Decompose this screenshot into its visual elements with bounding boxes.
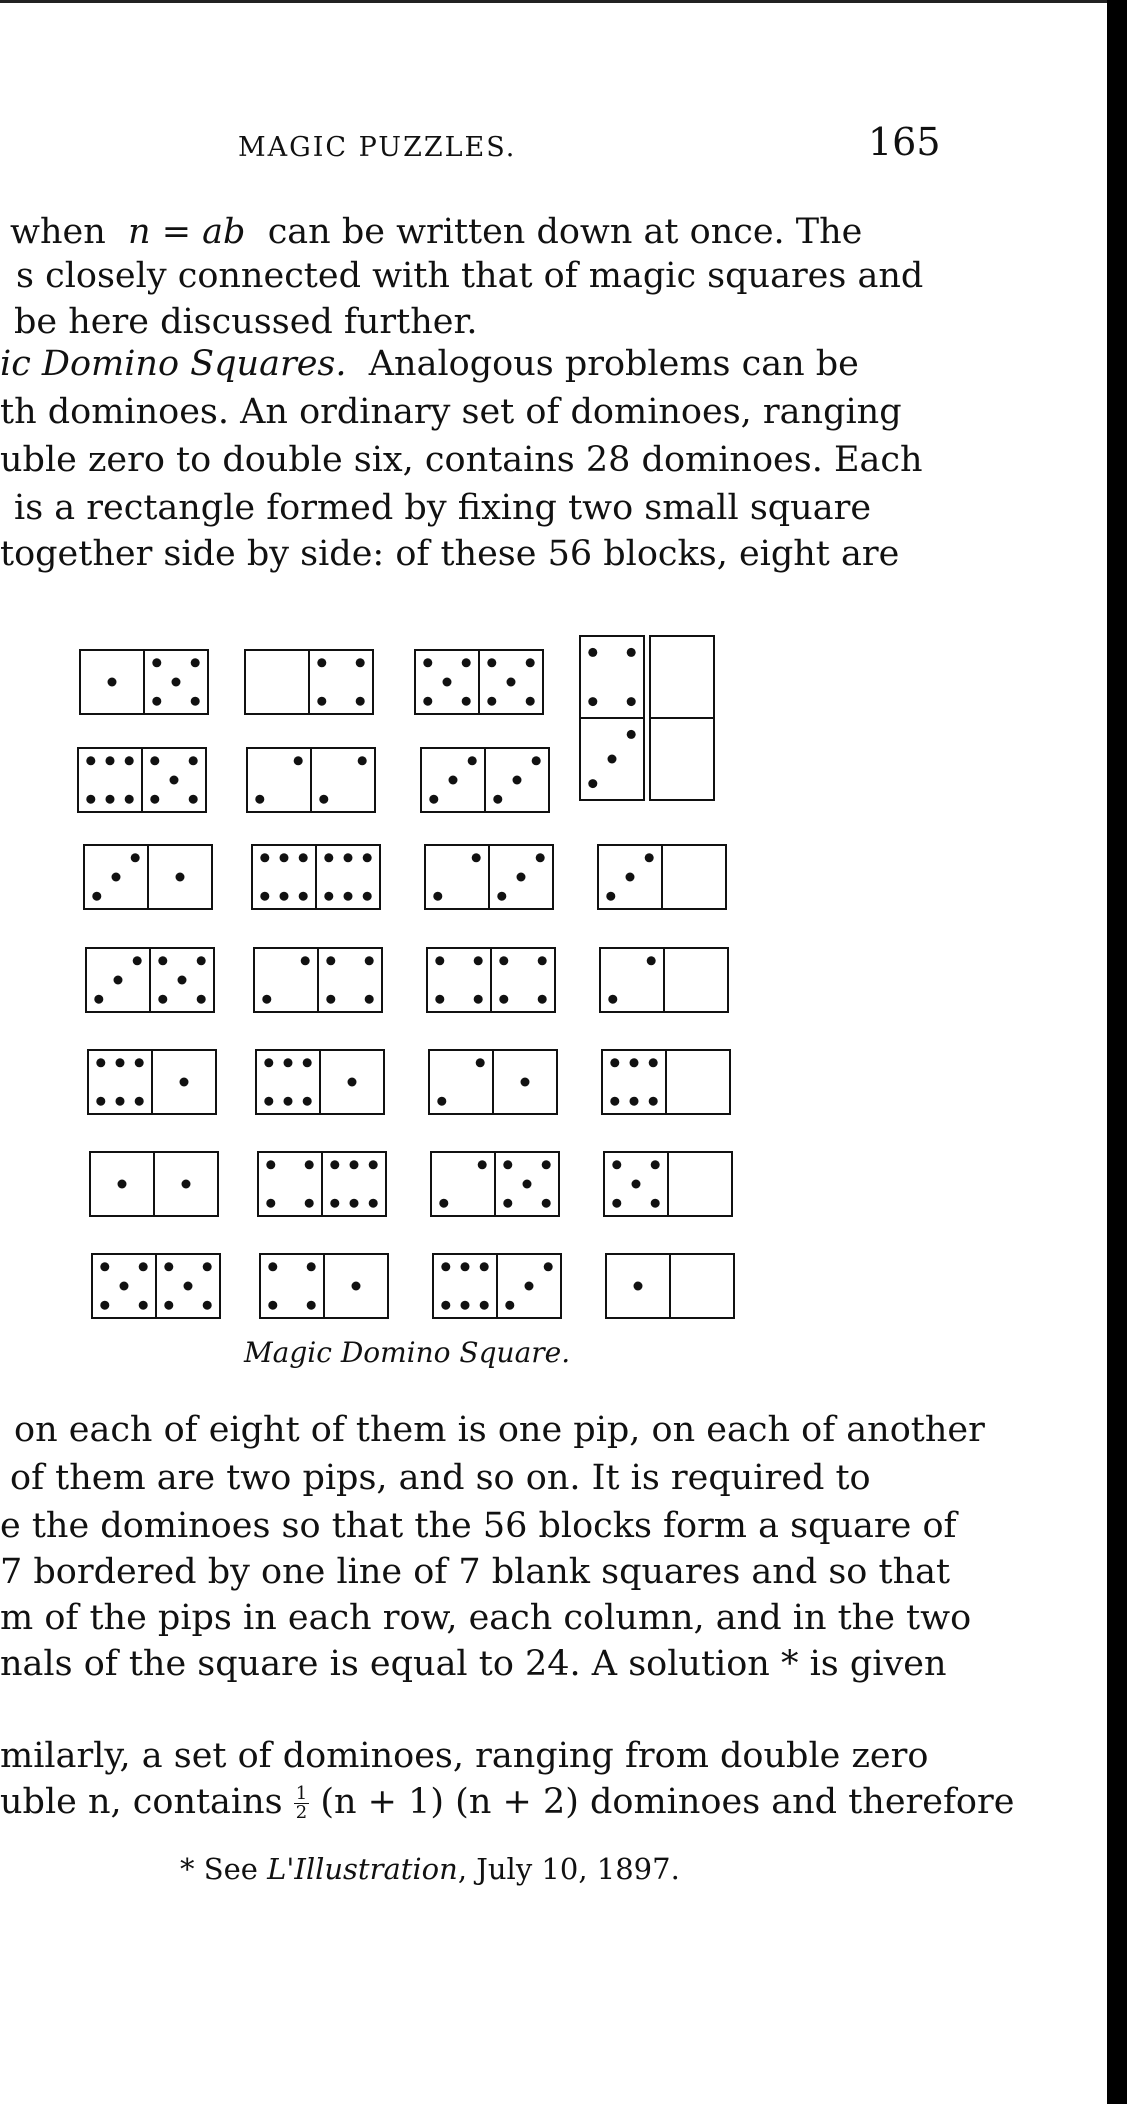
domino-half (254, 948, 318, 1012)
domino-pip (152, 658, 161, 667)
domino-pip (150, 756, 159, 765)
domino-pip (268, 1301, 277, 1310)
domino-pip (294, 756, 303, 765)
body-line: on each of eight of them is one pip, on each of another (14, 1410, 985, 1450)
domino-pip (191, 658, 200, 667)
domino-pip (468, 756, 477, 765)
domino-pip (630, 1058, 639, 1067)
domino-pip (96, 1058, 105, 1067)
domino-half (318, 948, 382, 1012)
domino-pip (610, 1058, 619, 1067)
domino-pip (324, 853, 333, 862)
domino-pip (344, 853, 353, 862)
domino-pip (627, 730, 636, 739)
domino-pip (461, 1262, 470, 1271)
page-number: 165 (868, 120, 941, 164)
domino-pip (521, 1078, 530, 1087)
section-heading: ic Domino Squares. (0, 344, 347, 384)
domino-pip (348, 1078, 357, 1087)
domino-pip (544, 1262, 553, 1271)
domino-pip (462, 658, 471, 667)
domino-pip (191, 697, 200, 706)
domino-pip (429, 795, 438, 804)
domino-half (598, 845, 662, 909)
page-edge-shadow (1107, 0, 1127, 2104)
domino-pip (135, 1058, 144, 1067)
domino-half (485, 748, 549, 812)
domino-pip (517, 873, 526, 882)
domino-pip (317, 658, 326, 667)
domino-pip (131, 853, 140, 862)
domino-pip (499, 956, 508, 965)
body-line: be here discussed further. (14, 302, 478, 342)
domino-pip (172, 678, 181, 687)
domino-pip (487, 658, 496, 667)
domino-pip (480, 1301, 489, 1310)
domino-pip (443, 678, 452, 687)
domino-pip (365, 995, 374, 1004)
domino-half (245, 650, 309, 714)
domino-half (606, 1254, 670, 1318)
domino-pip (358, 756, 367, 765)
domino-pip (164, 1262, 173, 1271)
domino-pip (86, 795, 95, 804)
domino-pip (260, 853, 269, 862)
domino-pip (513, 776, 522, 785)
domino-pip (330, 1160, 339, 1169)
domino-half (580, 636, 644, 718)
domino-half (322, 1152, 386, 1216)
domino-pip (499, 995, 508, 1004)
domino-half (90, 1152, 154, 1216)
domino-half (148, 845, 212, 909)
domino-pip (627, 697, 636, 706)
domino-pip (326, 956, 335, 965)
domino-pip (356, 658, 365, 667)
domino-pip (439, 1199, 448, 1208)
running-head: MAGIC PUZZLES. (238, 132, 517, 163)
domino-pip (266, 1160, 275, 1169)
domino-pip (532, 756, 541, 765)
body-line: th dominoes. An ordinary set of dominoes, ranging (0, 392, 902, 432)
domino-pip (326, 995, 335, 1004)
domino-pip (96, 1097, 105, 1106)
domino-pip (307, 1301, 316, 1310)
body-line: m of the pips in each row, each column, and in the two (0, 1598, 972, 1638)
domino-half (154, 1152, 218, 1216)
domino-pip (255, 795, 264, 804)
domino-half (493, 1050, 557, 1114)
domino-pip (158, 956, 167, 965)
domino-half (427, 948, 491, 1012)
domino-pip (350, 1160, 359, 1169)
domino-half (666, 1050, 730, 1114)
body-line: of them are two pips, and so on. It is required to (10, 1458, 871, 1498)
domino-pip (462, 697, 471, 706)
body-line: 7 bordered by one line of 7 blank squares and so that (0, 1552, 951, 1592)
domino-pip (299, 892, 308, 901)
body-line: when n = ab can be written down at once. The (10, 212, 863, 252)
domino-half (664, 948, 728, 1012)
domino-pip (472, 853, 481, 862)
domino-pip (197, 956, 206, 965)
domino-pip (651, 1199, 660, 1208)
domino-half (88, 1050, 152, 1114)
domino-half (80, 650, 144, 714)
domino-pip (133, 956, 142, 965)
domino-pip (203, 1262, 212, 1271)
domino-pip (435, 995, 444, 1004)
domino-pip (100, 1262, 109, 1271)
domino-pip (525, 1282, 534, 1291)
domino-pip (158, 995, 167, 1004)
domino-pip (264, 1097, 273, 1106)
domino-half (144, 650, 208, 714)
domino-pip (538, 995, 547, 1004)
domino-pip (114, 976, 123, 985)
figure-caption: Magic Domino Square. (244, 1336, 571, 1369)
domino-pip (150, 795, 159, 804)
domino-half (92, 1254, 156, 1318)
domino-half (78, 748, 142, 812)
domino-half (415, 650, 479, 714)
body-line: s closely connected with that of magic squares and (16, 256, 924, 296)
domino-half (309, 650, 373, 714)
domino-pip (632, 1180, 641, 1189)
domino-pip (280, 853, 289, 862)
domino-pip (497, 892, 506, 901)
footnote: * See L'Illustration, July 10, 1897. (180, 1852, 680, 1886)
domino-pip (262, 995, 271, 1004)
domino-half (602, 1050, 666, 1114)
fraction-one-half: $\frac{1}{2}$ (295, 1783, 308, 1823)
domino-pip (435, 956, 444, 965)
domino-half (495, 1152, 559, 1216)
domino-pip (106, 756, 115, 765)
domino-pip (330, 1199, 339, 1208)
domino-pip (588, 779, 597, 788)
domino-half (150, 948, 214, 1012)
domino-half (497, 1254, 561, 1318)
domino-pip (487, 697, 496, 706)
domino-half (324, 1254, 388, 1318)
footnote-title: L'Illustration (267, 1852, 458, 1886)
domino-pip (630, 1097, 639, 1106)
domino-pip (363, 892, 372, 901)
domino-half (258, 1152, 322, 1216)
domino-half (431, 1152, 495, 1216)
domino-pip (626, 873, 635, 882)
domino-half (491, 948, 555, 1012)
domino-pip (441, 1301, 450, 1310)
domino-pip (189, 795, 198, 804)
domino-pip (480, 1262, 489, 1271)
domino-pip (350, 1199, 359, 1208)
domino-pip (526, 658, 535, 667)
domino-pip (608, 995, 617, 1004)
domino-pip (645, 853, 654, 862)
domino-pip (588, 648, 597, 657)
domino-pip (106, 795, 115, 804)
domino-half (142, 748, 206, 812)
domino-half (156, 1254, 220, 1318)
domino-pip (507, 678, 516, 687)
body-line: is a rectangle formed by fixing two small square (14, 488, 872, 528)
domino-half (247, 748, 311, 812)
domino-pip (135, 1097, 144, 1106)
body-line: milarly, a set of dominoes, ranging from double zero (0, 1736, 929, 1776)
body-line: e the dominoes so that the 56 blocks form a square of (0, 1506, 957, 1546)
domino-pip (86, 756, 95, 765)
domino-pip (100, 1301, 109, 1310)
domino-half (152, 1050, 216, 1114)
domino-half (662, 845, 726, 909)
domino-pip (176, 873, 185, 882)
domino-pip (610, 1097, 619, 1106)
domino-half (489, 845, 553, 909)
domino-pip (180, 1078, 189, 1087)
domino-half (580, 718, 644, 800)
domino-half (670, 1254, 734, 1318)
domino-pip (178, 976, 187, 985)
domino-pip (108, 678, 117, 687)
domino-pip (503, 1160, 512, 1169)
domino-pip (319, 795, 328, 804)
domino-half (421, 748, 485, 812)
domino-pip (493, 795, 502, 804)
domino-half (256, 1050, 320, 1114)
domino-pip (505, 1301, 514, 1310)
domino-pip (461, 1301, 470, 1310)
domino-pip (307, 1262, 316, 1271)
domino-pip (423, 658, 432, 667)
domino-pip (305, 1160, 314, 1169)
domino-pip (649, 1097, 658, 1106)
domino-pip (268, 1262, 277, 1271)
domino-pip (92, 892, 101, 901)
domino-pip (649, 1058, 658, 1067)
page-header (0, 120, 1000, 180)
domino-half (260, 1254, 324, 1318)
domino-pip (588, 697, 597, 706)
domino-pip (116, 1058, 125, 1067)
domino-half (316, 845, 380, 909)
domino-pip (284, 1058, 293, 1067)
domino-pip (303, 1058, 312, 1067)
domino-pip (152, 697, 161, 706)
domino-pip (606, 892, 615, 901)
domino-half (86, 948, 150, 1012)
domino-pip (538, 956, 547, 965)
domino-half (311, 748, 375, 812)
domino-half (425, 845, 489, 909)
domino-pip (363, 853, 372, 862)
body-line: together side by side: of these 56 blocks, eight are (0, 534, 900, 574)
domino-pip (116, 1097, 125, 1106)
domino-half (668, 1152, 732, 1216)
footnote-marker: * (180, 1852, 195, 1886)
domino-pip (299, 853, 308, 862)
domino-pip (139, 1262, 148, 1271)
domino-pip (474, 956, 483, 965)
domino-half (600, 948, 664, 1012)
domino-half (650, 636, 714, 718)
domino-pip (476, 1058, 485, 1067)
domino-pip (303, 1097, 312, 1106)
domino-half (252, 845, 316, 909)
domino-half (320, 1050, 384, 1114)
domino-pip (441, 1262, 450, 1271)
domino-pip (284, 1097, 293, 1106)
domino-pip (369, 1160, 378, 1169)
body-line: nals of the square is equal to 24. A solution * is given (0, 1644, 947, 1684)
domino-pip (344, 892, 353, 901)
domino-pip (264, 1058, 273, 1067)
top-edge-rule (0, 0, 1107, 3)
domino-pip (356, 697, 365, 706)
domino-pip (125, 795, 134, 804)
domino-pip (189, 756, 198, 765)
domino-half (604, 1152, 668, 1216)
domino-pip (305, 1199, 314, 1208)
domino-pip (260, 892, 269, 901)
domino-pip (365, 956, 374, 965)
domino-half (433, 1254, 497, 1318)
domino-pip (437, 1097, 446, 1106)
domino-half (650, 718, 714, 800)
body-line: uble n, contains $\frac{1}{2}$ (n + 1) (n + 2) dominoes and therefore (0, 1782, 1015, 1823)
domino-pip (125, 756, 134, 765)
domino-pip (139, 1301, 148, 1310)
domino-pip (612, 1199, 621, 1208)
domino-pip (542, 1199, 551, 1208)
domino-pip (651, 1160, 660, 1169)
domino-pip (118, 1180, 127, 1189)
domino-pip (526, 697, 535, 706)
math-expression: n = ab (128, 212, 246, 252)
domino-pip (523, 1180, 532, 1189)
domino-pip (182, 1180, 191, 1189)
domino-pip (203, 1301, 212, 1310)
domino-pip (449, 776, 458, 785)
domino-pip (170, 776, 179, 785)
body-line: ic Domino Squares. Analogous problems can be (0, 344, 859, 384)
domino-half (429, 1050, 493, 1114)
domino-pip (112, 873, 121, 882)
domino-pip (433, 892, 442, 901)
domino-pip (301, 956, 310, 965)
domino-pip (542, 1160, 551, 1169)
domino-pip (474, 995, 483, 1004)
domino-pip (184, 1282, 193, 1291)
domino-pip (352, 1282, 361, 1291)
domino-half (84, 845, 148, 909)
domino-pip (423, 697, 432, 706)
domino-pip (478, 1160, 487, 1169)
domino-pip (634, 1282, 643, 1291)
domino-pip (627, 648, 636, 657)
domino-pip (266, 1199, 275, 1208)
domino-pip (197, 995, 206, 1004)
domino-pip (612, 1160, 621, 1169)
domino-half (479, 650, 543, 714)
domino-pip (608, 755, 617, 764)
domino-pip (120, 1282, 129, 1291)
domino-pip (164, 1301, 173, 1310)
domino-pip (94, 995, 103, 1004)
domino-pip (503, 1199, 512, 1208)
domino-pip (369, 1199, 378, 1208)
domino-pip (647, 956, 656, 965)
domino-pip (317, 697, 326, 706)
domino-pip (280, 892, 289, 901)
body-line: uble zero to double six, contains 28 dominoes. Each (0, 440, 923, 480)
domino-pip (536, 853, 545, 862)
domino-pip (324, 892, 333, 901)
